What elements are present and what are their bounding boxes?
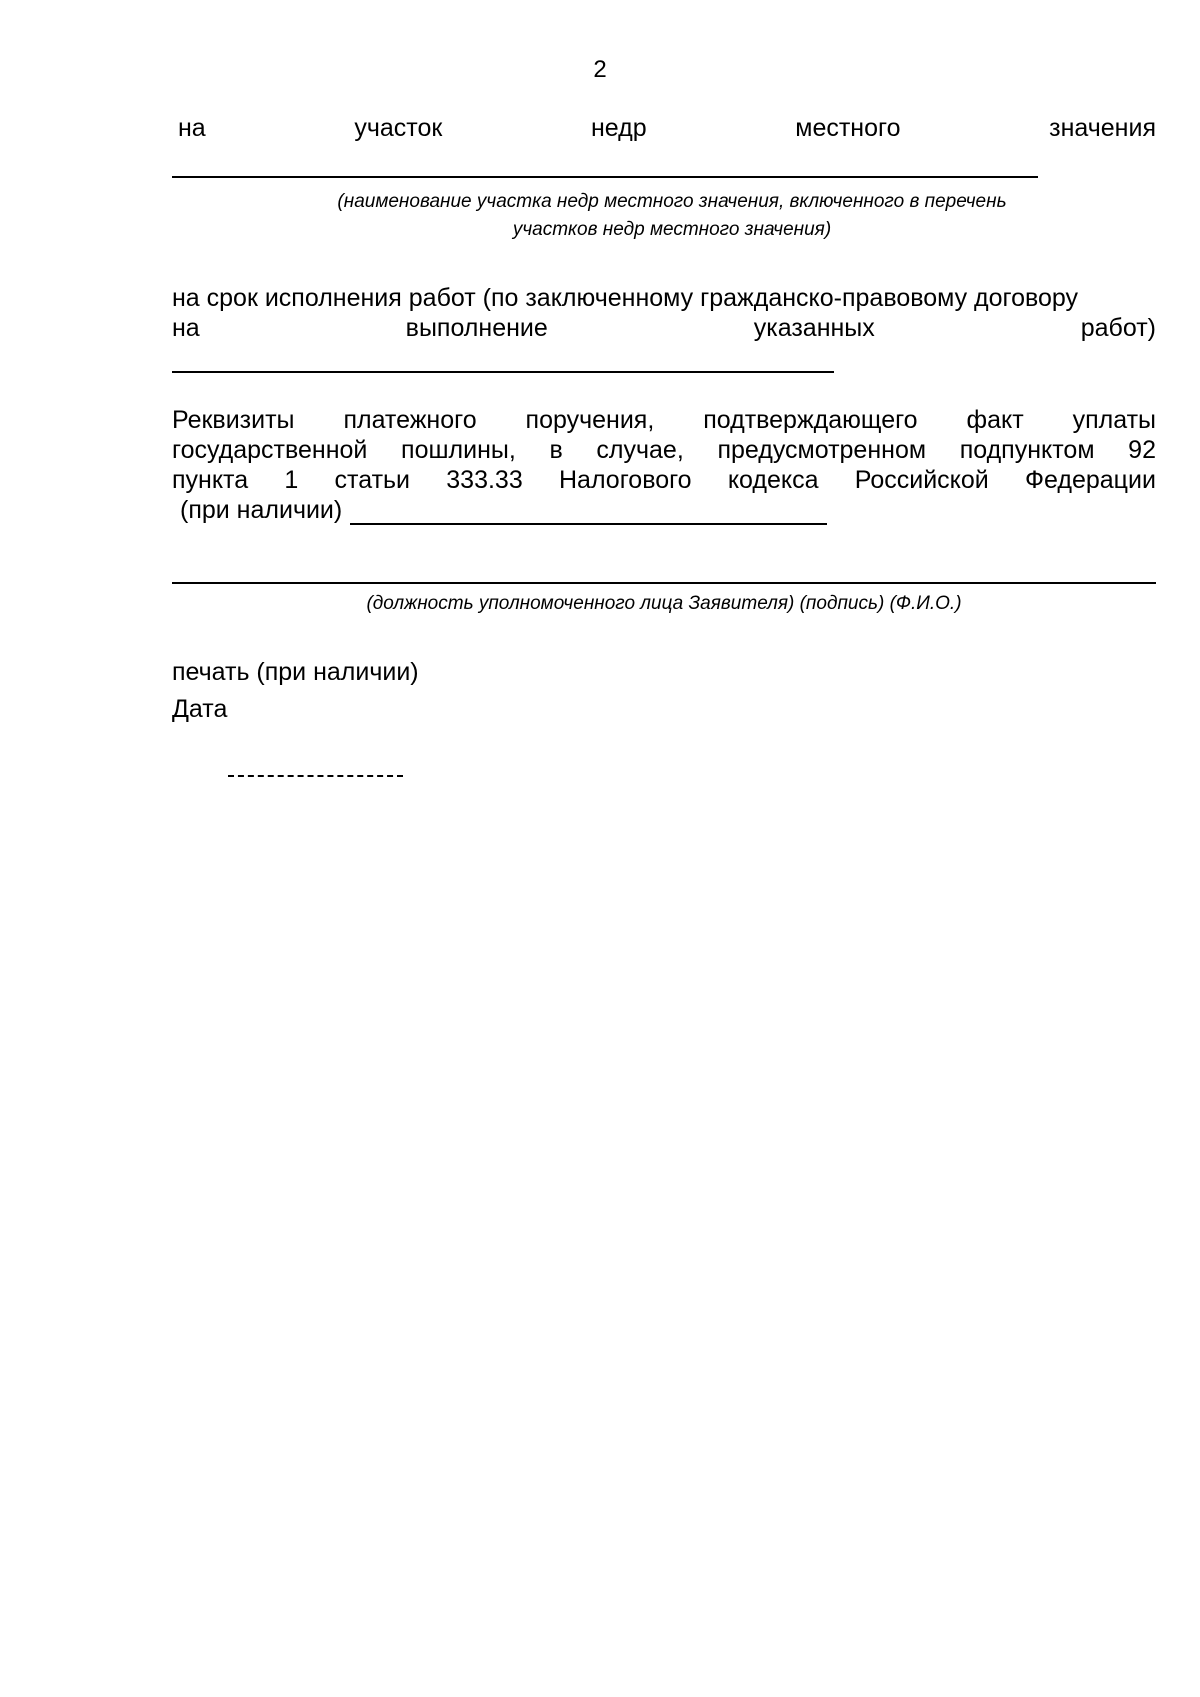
term-line-1: на срок исполнения работ (по заключенному гражданско-правовому договору (172, 284, 1079, 312)
term-field-line[interactable] (172, 371, 834, 373)
word: предусмотренном (717, 436, 927, 464)
word: Федерации (1025, 466, 1156, 494)
word: случае, (596, 436, 684, 464)
caption-line: (наименование участка недр местного значения, включенного в перечень (337, 191, 1007, 212)
word: подтверждающего (703, 406, 918, 434)
word: работ) (1080, 314, 1156, 342)
payment-line-1 (172, 405, 1156, 435)
payment-line-2 (172, 435, 1156, 465)
word: Налогового (558, 466, 692, 494)
plot-line (178, 113, 1156, 143)
word: кодекса (727, 466, 819, 494)
word: факт (966, 406, 1024, 434)
word: в (549, 436, 563, 464)
payment-line-4: (при наличии) (180, 496, 343, 524)
word: уплаты (1072, 406, 1156, 434)
word: 1 (284, 466, 299, 494)
word: статьи (334, 466, 411, 494)
word: пункта (172, 466, 249, 494)
word: пошлины, (401, 436, 516, 464)
word: поручения, (525, 406, 655, 434)
word: участок (354, 114, 443, 142)
plot-name-caption (172, 188, 1172, 244)
word: подпунктом (959, 436, 1095, 464)
word: Российской (854, 466, 989, 494)
payment-line-3 (172, 465, 1156, 495)
signature-caption: (должность уполномоченного лица Заявителя) (подпись) (Ф.И.О.) (366, 593, 962, 614)
plot-name-field-line[interactable] (172, 176, 1038, 178)
word: на (178, 114, 206, 142)
word: значения (1049, 114, 1156, 142)
word: на (172, 314, 200, 342)
word: указанных (753, 314, 875, 342)
word: 92 (1128, 436, 1156, 464)
word: недр (590, 114, 647, 142)
word: местного (795, 114, 901, 142)
term-line-2 (172, 313, 1156, 343)
footnote-separator (228, 775, 403, 777)
page-number: 2 (593, 56, 607, 83)
word: Реквизиты (172, 406, 295, 434)
date-label: Дата (172, 695, 228, 723)
signature-field-line[interactable] (172, 582, 1156, 584)
word: государственной (172, 436, 368, 464)
stamp-label: печать (при наличии) (172, 658, 419, 686)
caption-line: участков недр местного значения) (512, 219, 832, 240)
payment-details-field-line[interactable] (350, 523, 827, 525)
word: 333.33 (446, 466, 523, 494)
word: платежного (343, 406, 477, 434)
word: выполнение (405, 314, 548, 342)
